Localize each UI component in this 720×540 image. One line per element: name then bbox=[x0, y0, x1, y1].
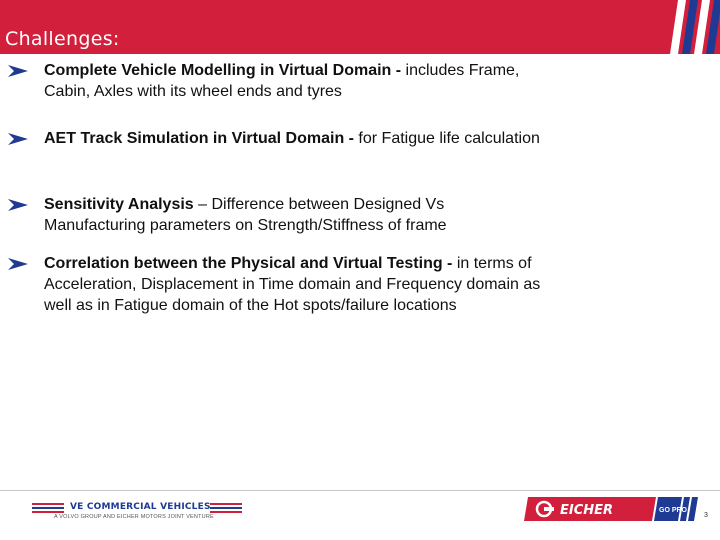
bullet-bold: AET Track Simulation in Virtual Domain - bbox=[44, 130, 354, 147]
header-bar bbox=[0, 0, 720, 54]
bullet-arrow-icon bbox=[8, 133, 28, 145]
bullet-arrow-icon bbox=[8, 199, 28, 211]
bullet-rest: in terms of Acceleration, Displacement in Time domain and Frequency domain as well as in Fatigue domain of the Hot spots/failure locations bbox=[44, 255, 541, 314]
bullet-rest: – Difference between Designed Vs Manufacturing parameters on Strength/Stiffness of frame bbox=[44, 196, 447, 234]
bullet-text bbox=[44, 60, 544, 102]
eicher-logo bbox=[524, 497, 702, 521]
vecv-logo bbox=[32, 502, 242, 522]
bullet-rest: for Fatigue life calculation bbox=[353, 130, 540, 147]
eicher-brand: EICHER bbox=[560, 503, 614, 518]
bullet-text bbox=[44, 253, 544, 316]
bullet-text bbox=[44, 194, 544, 236]
footer-divider bbox=[0, 490, 720, 491]
vecv-tagline: A VOLVO GROUP AND EICHER MOTORS JOINT VENTURE bbox=[54, 514, 214, 520]
bullet-arrow-icon bbox=[8, 258, 28, 270]
page-number: 3 bbox=[704, 512, 708, 519]
bullet-text bbox=[44, 128, 544, 149]
header-stripes-decoration bbox=[660, 0, 720, 54]
eicher-tag: GO PRO bbox=[659, 507, 688, 514]
bullet-bold: Complete Vehicle Modelling in Virtual Domain - bbox=[44, 62, 402, 79]
bullet-rest: includes Frame, Cabin, Axles with its wheel ends and tyres bbox=[44, 62, 520, 100]
vecv-name: VE COMMERCIAL VEHICLES bbox=[70, 502, 211, 512]
bullet-bold: Sensitivity Analysis bbox=[44, 196, 194, 213]
bullet-arrow-icon bbox=[8, 65, 28, 77]
bullet-bold: Correlation between the Physical and Virtual Testing - bbox=[44, 255, 453, 272]
slide-title: Challenges: bbox=[5, 28, 120, 50]
